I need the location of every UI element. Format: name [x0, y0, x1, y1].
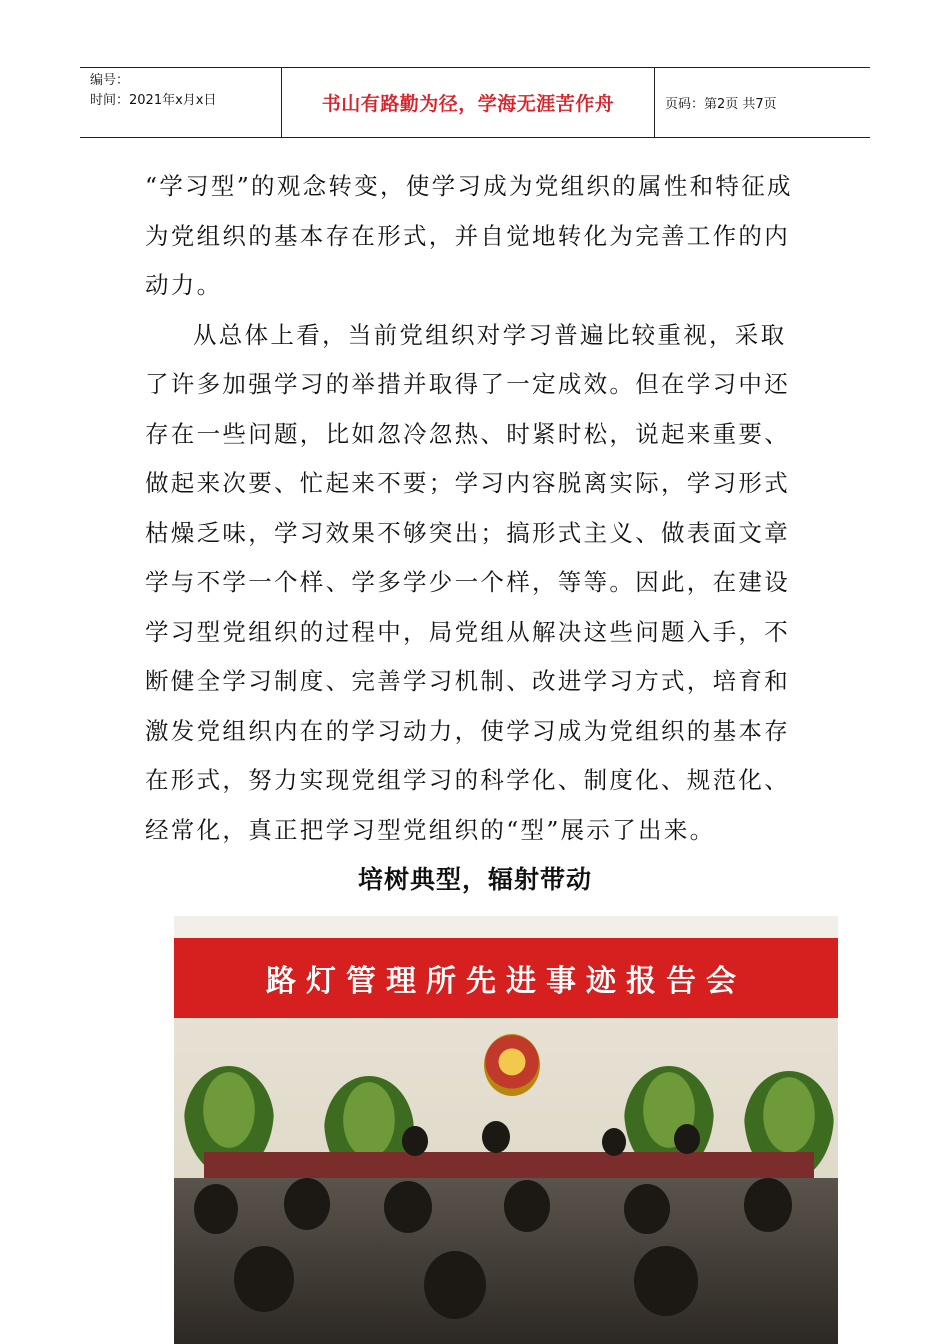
time-label: 时间：2021年x月x日: [90, 93, 217, 108]
paragraph-1: “学习型”的观念转变，使学习成为党组织的属性和特征成为党组织的基本存在形式，并自觉地转化为完善工作的内动力。: [145, 172, 793, 299]
section-title: 培树典型，辐射带动: [357, 865, 592, 894]
presider-head: [482, 1121, 510, 1153]
paragraph-2: 从总体上看，当前党组织对学习普遍比较重视，采取了许多加强学习的举措并取得了一定成效。但在学习中还存在一些问题，比如忽冷忽热、时紧时松，说起来重要、做起来次要、忙起来不要；学习内容脱离实际，学习形式枯燥乏味，学习效果不够突出；搞形式主义、做表面文章学与不学一个样、学多学少一个样，等等。因此，在建设学习型党组织的过程中，局党组从解决这些问题入手，不断健全学习制度、完善学习机制、改进学习方式，培育和激发党组织内在的学习动力，使学习成为党组织的基本存在形式，努力实现党组学习的科学化、制度化、规范化、经常化，真正把学习型党组织的“型”展示了出来。: [145, 320, 790, 844]
audience-head: [504, 1180, 550, 1232]
document-body: [145, 162, 810, 855]
audience-head: [384, 1181, 432, 1233]
audience-head: [194, 1184, 238, 1234]
header-page-info: 页码：第2页 共7页: [665, 97, 777, 112]
presider-head: [402, 1126, 428, 1156]
photo-banner: [174, 938, 838, 1018]
header-motto: 书山有路勤为径，学海无涯苦作舟: [282, 68, 655, 137]
banner-text: 路灯管理所先进事迹报告会: [266, 964, 746, 999]
audience-head: [234, 1246, 294, 1312]
national-emblem-icon: [484, 1034, 540, 1096]
audience-head: [744, 1178, 792, 1232]
presider-head: [674, 1124, 700, 1154]
number-label: 编号：: [90, 73, 130, 88]
photo-ceiling: [174, 916, 838, 938]
presider-head: [602, 1128, 626, 1156]
document-header: [80, 67, 870, 138]
audience-head: [284, 1178, 330, 1230]
meeting-photo: [174, 916, 838, 1344]
header-meta: [80, 68, 282, 137]
audience-head: [424, 1251, 486, 1319]
audience-head: [624, 1184, 670, 1234]
audience-head: [634, 1246, 698, 1316]
